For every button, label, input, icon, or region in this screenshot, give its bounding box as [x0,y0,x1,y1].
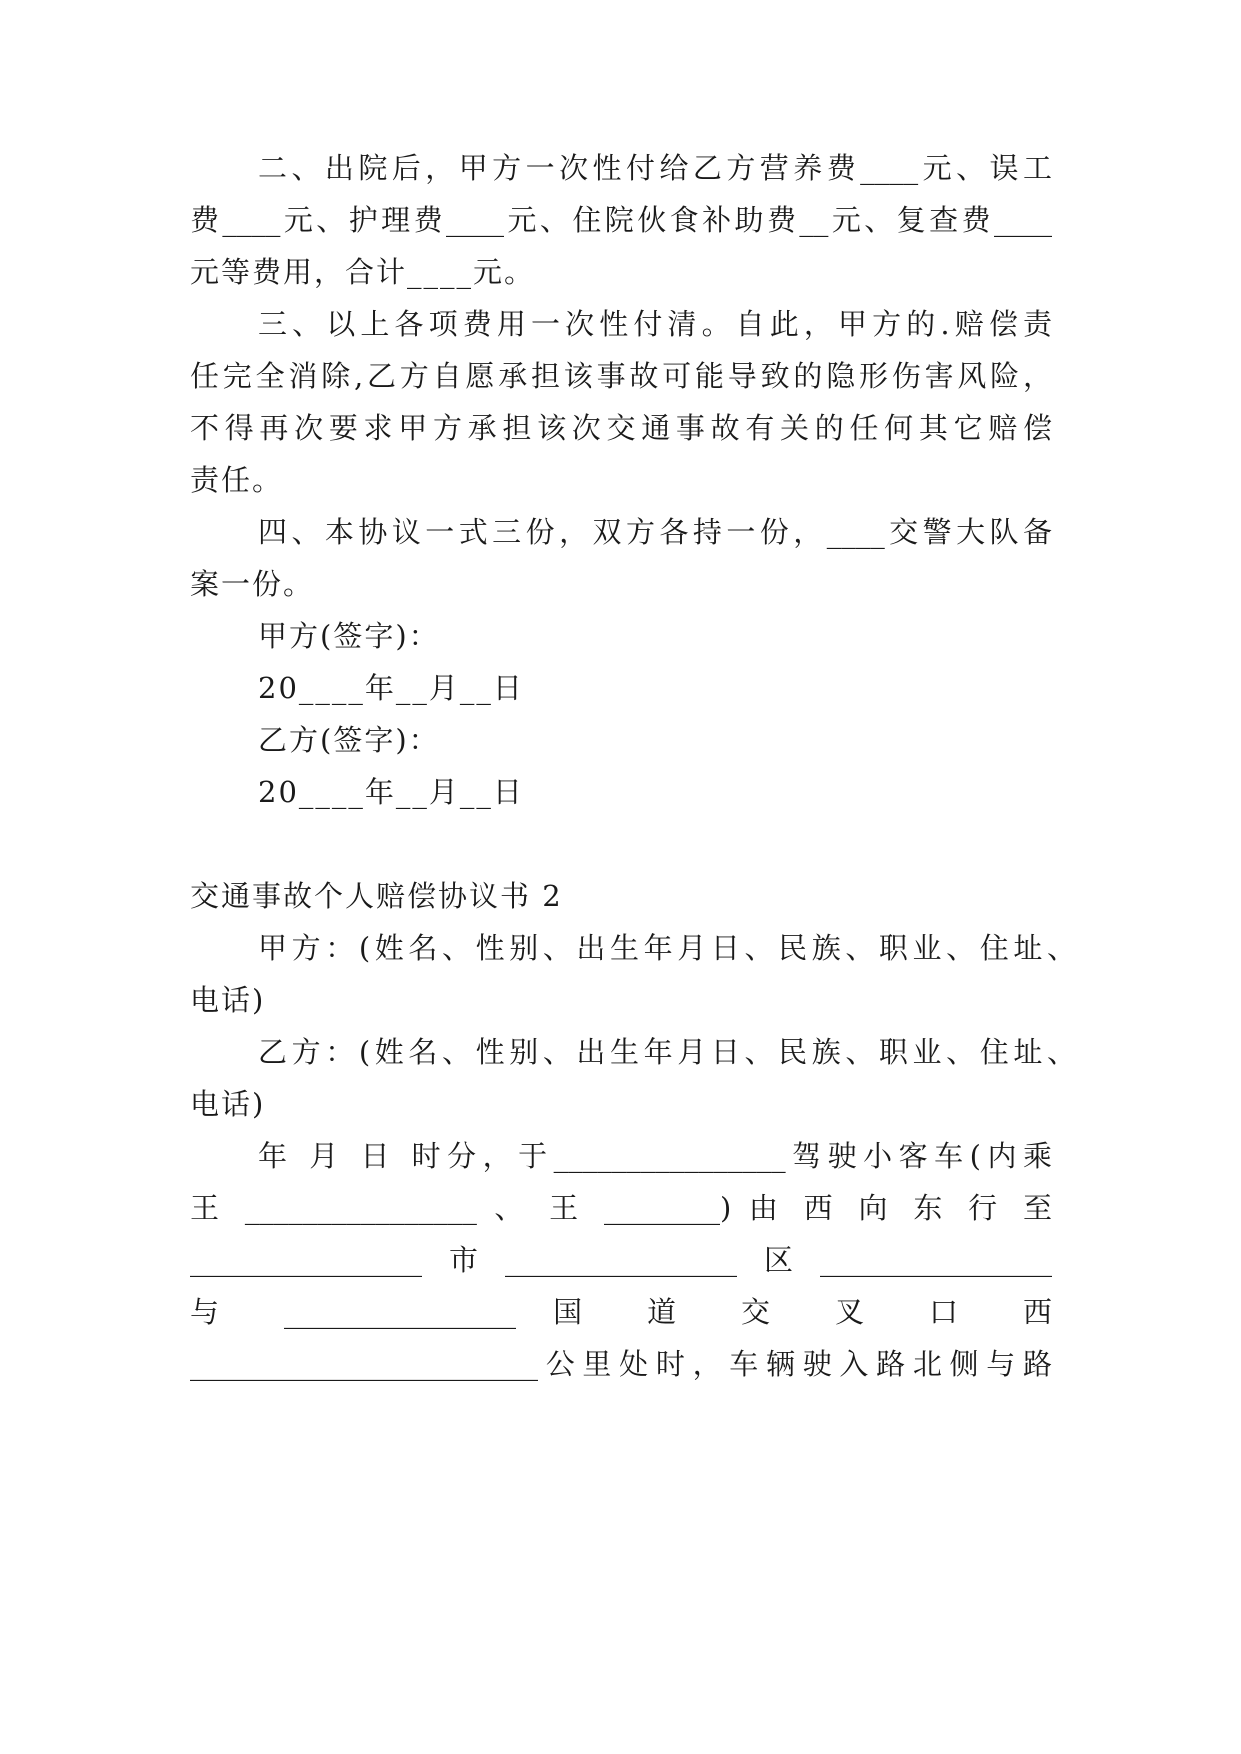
text-line: 二、出院后，甲方一次性付给乙方营养费____元、误工 [258,151,1052,185]
text-line: 不得再次要求甲方承担该次交通事故有关的任何其它赔偿 [190,411,1052,445]
text-line: 年 月 日 时分，于________________驾驶小客车(内乘 [258,1139,1052,1173]
text-line: ________________市________________区________________ [190,1243,1052,1277]
text-line: 与 ________________ 国 道 交 叉 口 西 [190,1295,1052,1329]
text-line: 案一份。 [190,567,315,601]
text-line: 任完全消除,乙方自愿承担该事故可能导致的隐形伤害风险， [190,359,1052,393]
text-line: 四、本协议一式三份，双方各持一份，____交警大队备 [258,515,1052,549]
text-line: 电话) [190,1087,266,1121]
text-line: 甲方：(姓名、性别、出生年月日、民族、职业、住址、 [258,931,1076,965]
text-line: 元等费用，合计____元。 [190,255,536,289]
text-line: 王 ________________ 、 王 ________) 由 西 向 东 行 至 [190,1191,1052,1225]
text-line: 责任。 [190,463,284,497]
text-line: 费____元、护理费____元、住院伙食补助费__元、复查费____ [190,203,1052,237]
party-b-date-line: 20____年__月__日 [258,775,524,809]
text-line: 电话) [190,983,266,1017]
party-a-date-line: 20____年__月__日 [258,671,524,705]
text-line: ________________________公里处时，车辆驶入路北侧与路 [190,1347,1052,1381]
party-b-signature-label: 乙方(签字)： [258,723,440,757]
text-line: 乙方：(姓名、性别、出生年月日、民族、职业、住址、 [258,1035,1076,1069]
section-title: 交通事故个人赔偿协议书 2 [190,879,563,913]
party-a-signature-label: 甲方(签字)： [258,619,440,653]
text-line: 三、以上各项费用一次性付清。自此，甲方的.赔偿责 [258,307,1052,341]
